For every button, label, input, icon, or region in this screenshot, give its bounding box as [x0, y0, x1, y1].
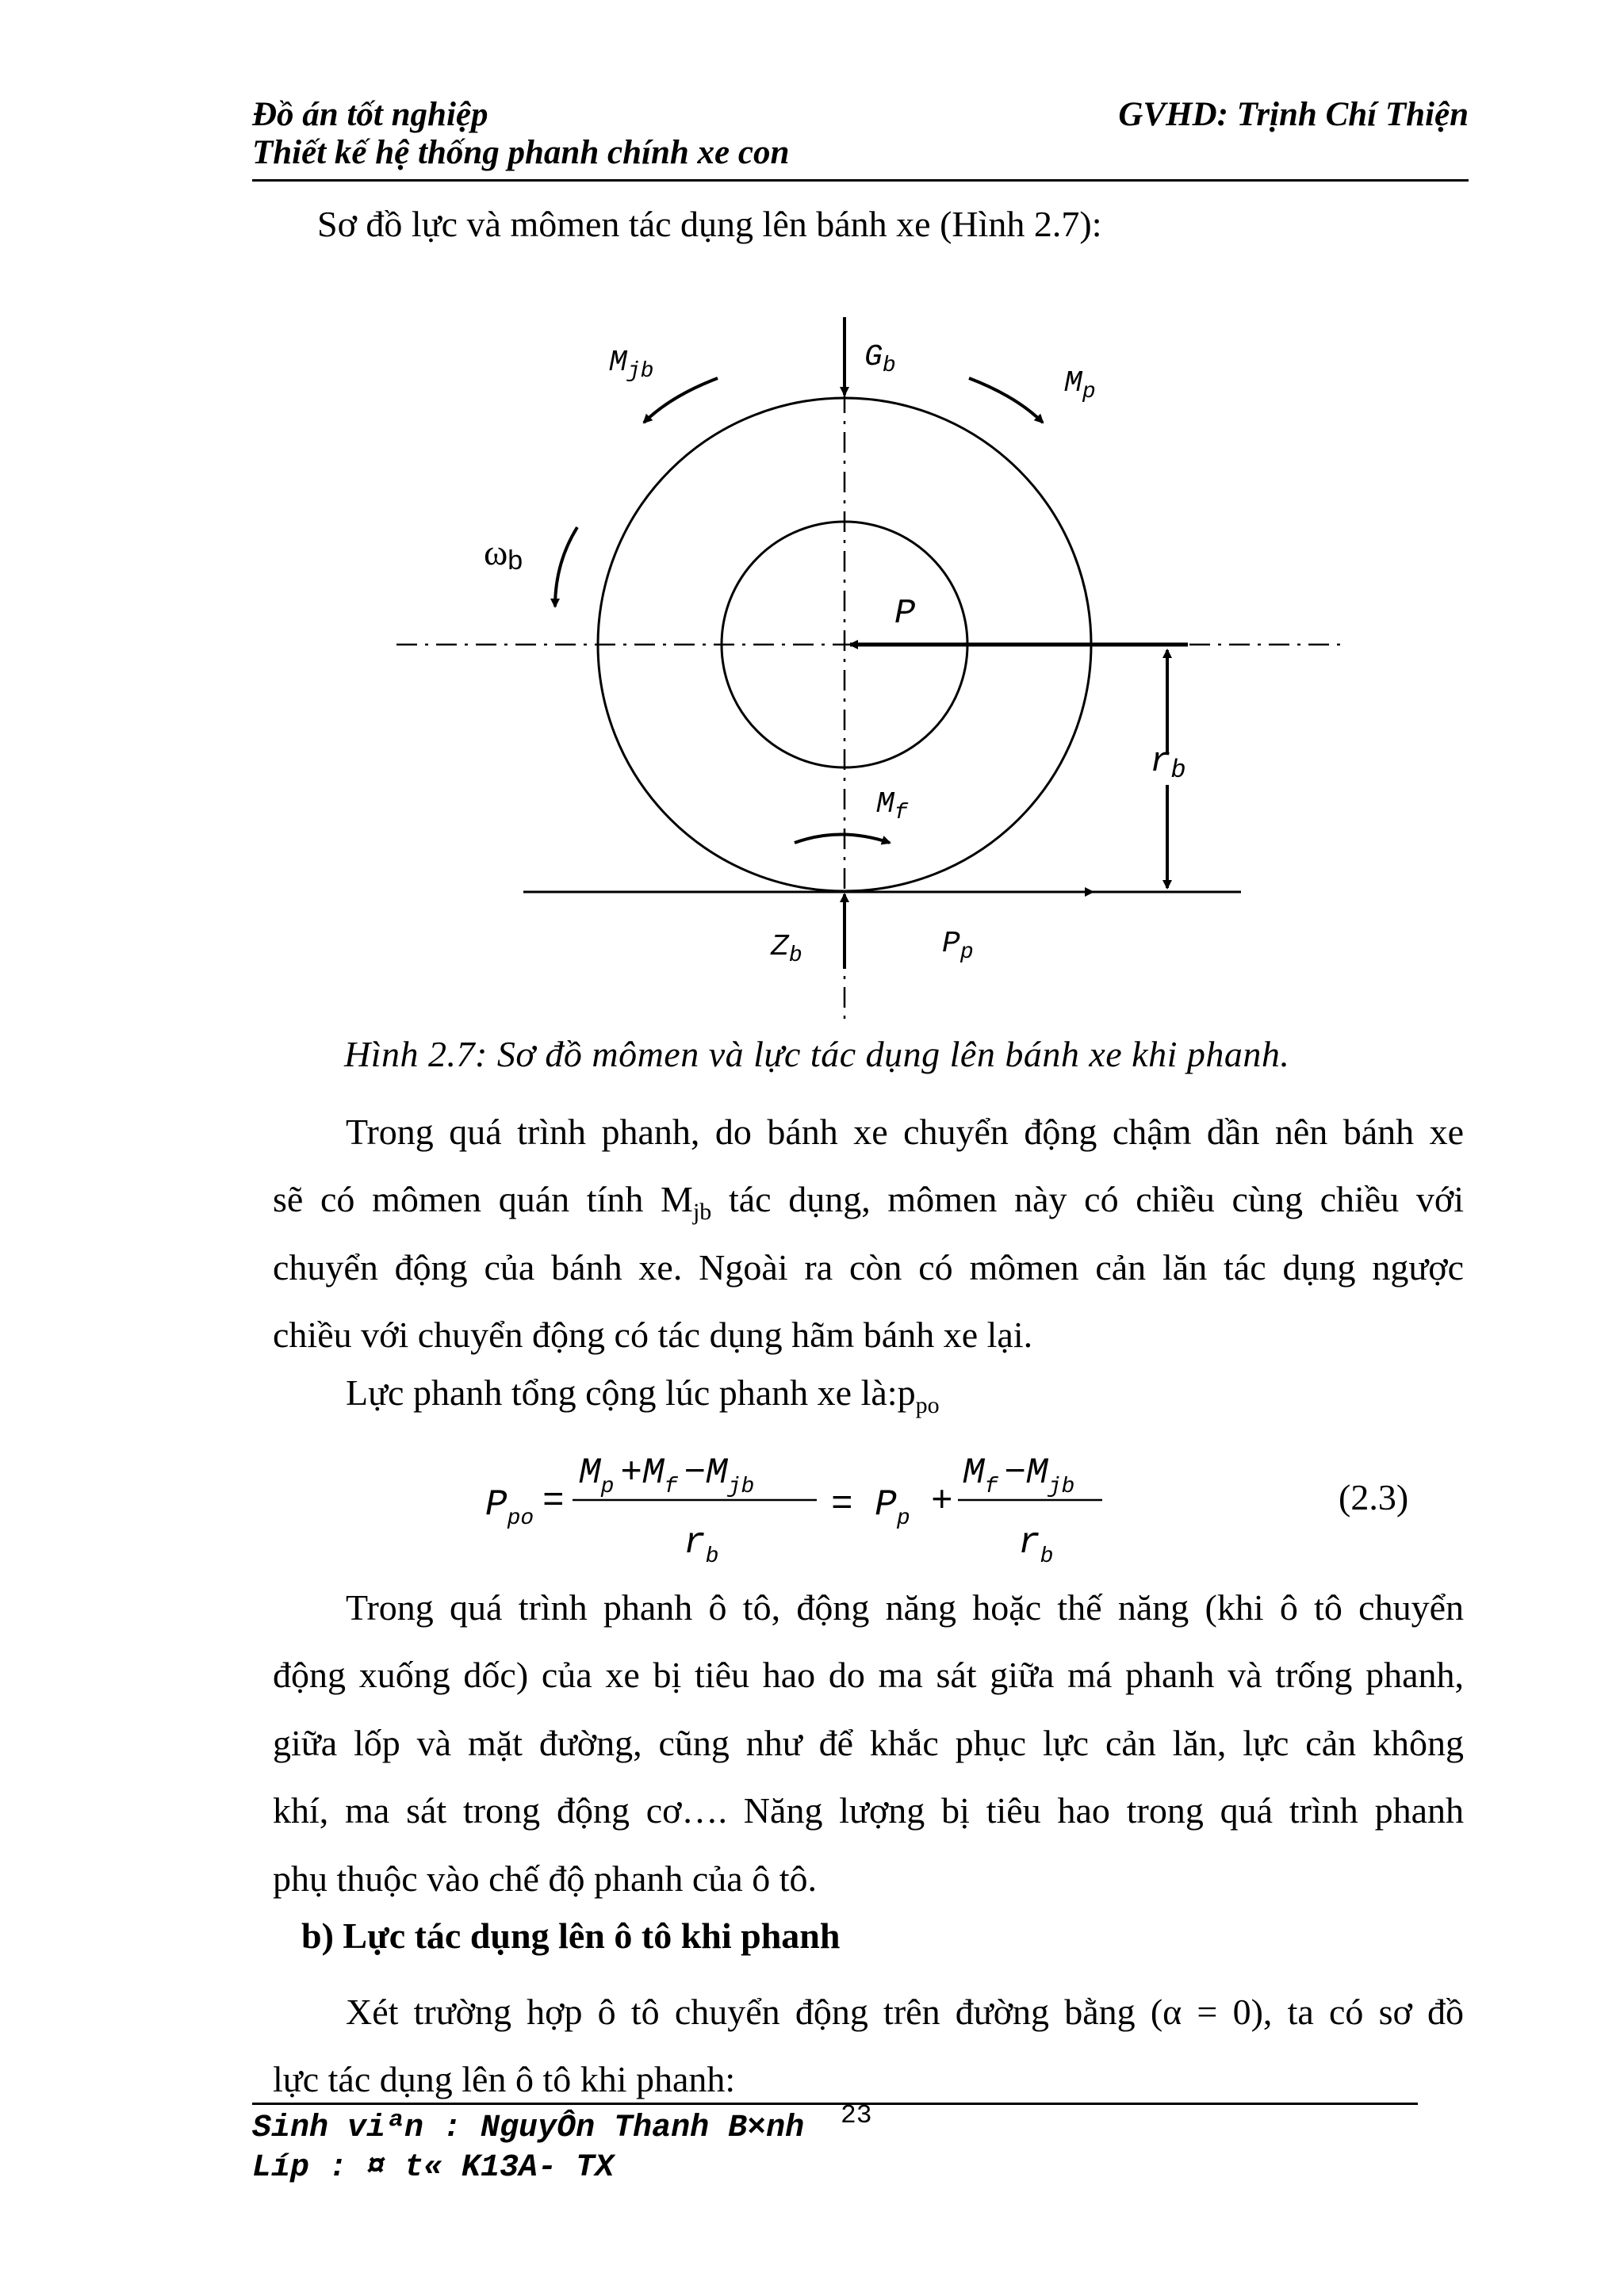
paragraph-1 [273, 1098, 1464, 1369]
figure-caption: Hình 2.7: Sơ đồ mômen và lực tác dụng lên bánh xe khi phanh. [344, 1034, 1290, 1074]
section-heading: b) Lực tác dụng lên ô tô khi phanh [301, 1915, 841, 1956]
svg-text:Ppo: $P_{po}$ [485, 1484, 534, 1531]
paragraph-4 [273, 1978, 1464, 2114]
svg-text:rb: $r_b$ [684, 1522, 719, 1569]
svg-text:Mp+Mf−Mjb: $M_p +M_f -M_{jb}$ [579, 1452, 755, 1499]
label-p: P [894, 594, 916, 633]
mp-arrow [969, 378, 1043, 423]
header-supervisor: GVHD: Trịnh Chí Thiện [1118, 96, 1469, 133]
paragraph-line: giữa lốp và mặt đường, cũng như để khắc phục lực cản lăn, lực cản không [273, 1722, 1464, 1763]
label-rb: rb [1150, 742, 1186, 785]
equation-2-3 [476, 1435, 1189, 1570]
svg-text:rb: $r_b$ [1018, 1522, 1054, 1569]
paragraph-2: Lực phanh tổng cộng lúc phanh xe $là:p_{po}$ [346, 1372, 940, 1419]
paragraph-line: chiều với chuyển động có tác dụng hãm bánh xe lại. [273, 1314, 1033, 1356]
paragraph-line: khí, ma sát trong động cơ…. Năng lượng bị tiêu hao trong quá trình phanh [273, 1790, 1464, 1831]
paragraph-3 [273, 1574, 1464, 1912]
label-zb: $Z_b$ [771, 930, 802, 968]
svg-text:+: + [931, 1481, 953, 1522]
wheel-force-diagram [0, 0, 1624, 1031]
paragraph-line: Trong quá trình phanh ô tô, động năng hoặc thế năng (khi ô tô chuyển [346, 1587, 1464, 1628]
paragraph-line: sẽ có mômen quán tính $M_{jb}$ tác dụng, mômen này có chiều cùng chiều với [273, 1179, 1465, 1226]
label-pp: $P_p$ [942, 927, 974, 965]
footer-class: Líp : ¤ t« K13A- TX [252, 2150, 615, 2186]
label-mf: $M_f$ [876, 787, 908, 825]
footer-student: Sinh viªn : NguyÔn Thanh B×nh [252, 2110, 805, 2146]
equation-number: (2.3) [1339, 1477, 1409, 1517]
intro-text: Sơ đồ lực và mômen tác dụng lên bánh xe (Hình 2.7): [317, 204, 1102, 244]
label-gb: $G_b$ [864, 340, 896, 378]
label-mjb: $M_{jb}$ [609, 346, 654, 384]
mjb-arrow [644, 378, 718, 423]
label-mp: $M_p$ [1064, 366, 1096, 404]
paragraph-line: Trong quá trình phanh, do bánh xe chuyển động chậm dần nên bánh xe [346, 1112, 1464, 1152]
paragraph-line: chuyển động của bánh xe. Ngoài ra còn có mômen cản lăn tác dụng ngược [273, 1246, 1464, 1288]
paragraph-line: động xuống dốc) của xe bị tiêu hao do ma sát giữa má phanh và trống phanh, [273, 1655, 1464, 1696]
footer-rule [252, 2103, 1418, 2105]
svg-text:=: = [542, 1481, 565, 1522]
label-omega: ωb [484, 532, 523, 576]
header-subtitle: Thiết kế hệ thống phanh chính xe con [252, 134, 790, 171]
svg-text:= Pp: = $P_p$ [831, 1484, 910, 1531]
paragraph-line: Xét trường hợp ô tô chuyển động trên đường bằng (α = 0), ta có sơ đồ [346, 1992, 1464, 2032]
header-title: Đồ án tốt nghiệp [252, 96, 488, 133]
paragraph-line: phụ thuộc vào chế độ phanh của ô tô. [273, 1858, 817, 1899]
omega-arrow [555, 527, 577, 607]
page-number: 23 [841, 2101, 872, 2130]
mf-arrow [795, 835, 890, 844]
paragraph-line: lực tác dụng lên ô tô khi phanh: [273, 2059, 736, 2100]
svg-text:Mf−Mjb: $M_f -M_{jb}$ [963, 1452, 1075, 1499]
